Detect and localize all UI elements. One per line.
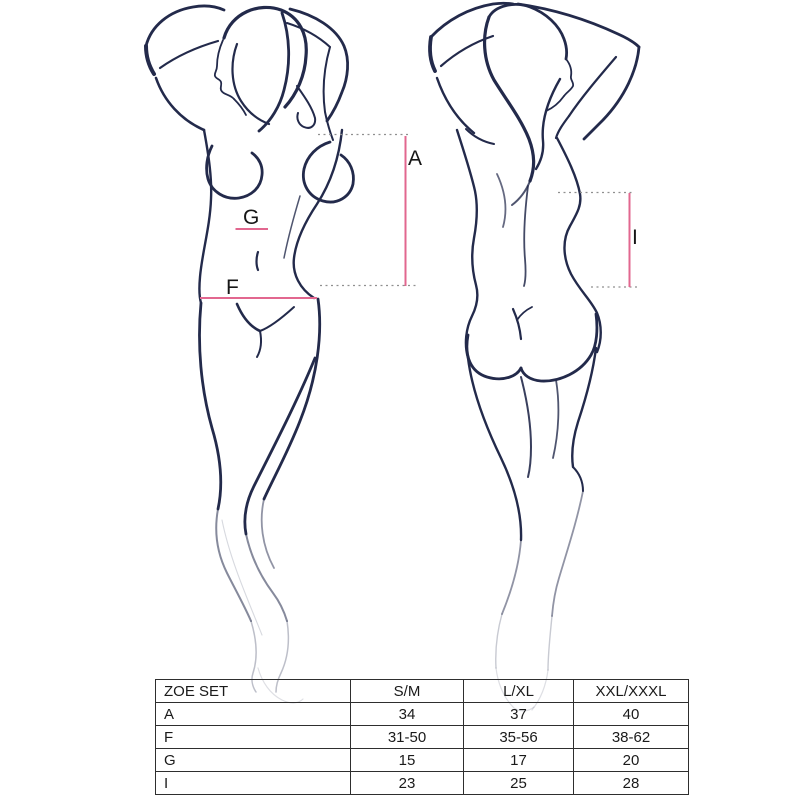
- measure-label-a: A: [408, 147, 423, 170]
- front-hair-curl: [297, 86, 315, 128]
- front-left-forearm-inner: [160, 41, 218, 68]
- back-right-knee: [573, 467, 583, 491]
- row-label-f: F: [156, 726, 351, 749]
- front-breast-right: [303, 142, 353, 202]
- back-right-leg-inner: [553, 380, 558, 458]
- front-left-elbow: [146, 46, 154, 74]
- row-label-g: G: [156, 749, 351, 772]
- front-left-upperarm-inner: [156, 78, 204, 130]
- back-face-profile: [564, 59, 573, 96]
- back-left-upperarm-inner: [437, 78, 474, 133]
- front-hair-strand: [232, 44, 269, 124]
- front-shin-right: [246, 534, 287, 621]
- back-spine: [524, 186, 528, 286]
- measure-label-f: F: [226, 276, 239, 299]
- table-title-cell: ZOE SET: [156, 680, 351, 703]
- front-groin-stem: [257, 331, 261, 357]
- back-torso-right: [557, 138, 601, 352]
- column-header-lxl: L/XL: [464, 680, 574, 703]
- back-right-foot: [548, 616, 552, 670]
- back-buttock-left: [467, 335, 521, 379]
- table-row-a: [156, 703, 689, 726]
- back-crease: [513, 309, 521, 339]
- table-row-i: [156, 772, 689, 795]
- measure-label-g: G: [243, 206, 260, 229]
- table-cell: 25: [464, 772, 574, 795]
- column-header-sm: S/M: [351, 680, 464, 703]
- front-right-calf: [262, 499, 274, 568]
- table-cell: 37: [464, 703, 574, 726]
- back-crease-branch: [517, 307, 532, 320]
- front-face-profile: [215, 40, 234, 99]
- table-cell: 17: [464, 749, 574, 772]
- table-cell: 34: [351, 703, 464, 726]
- back-buttock-right: [521, 314, 597, 381]
- front-ghost-calf: [222, 520, 262, 635]
- front-groin-left: [237, 304, 260, 331]
- front-right-forearm-inner: [287, 23, 330, 47]
- row-label-i: I: [156, 772, 351, 795]
- table-cell: 23: [351, 772, 464, 795]
- back-right-forearm-inner: [569, 57, 616, 116]
- table-cell: 20: [574, 749, 689, 772]
- back-left-elbow: [430, 37, 435, 71]
- front-groin-right: [260, 307, 294, 331]
- table-cell: 15: [351, 749, 464, 772]
- front-breast-left: [207, 146, 263, 198]
- size-table: [155, 679, 689, 795]
- table-cell: 35-56: [464, 726, 574, 749]
- back-left-leg-inner: [521, 377, 531, 477]
- back-hair-left: [485, 17, 534, 181]
- front-right-leg-outer: [264, 299, 320, 499]
- back-left-foot: [496, 614, 502, 668]
- table-cell: 31-50: [351, 726, 464, 749]
- row-label-a: A: [156, 703, 351, 726]
- front-left-arm-outer: [146, 6, 224, 46]
- front-left-leg-outer: [199, 303, 220, 509]
- table-cell: 28: [574, 772, 689, 795]
- front-rib-line: [284, 196, 300, 258]
- size-table-header-row: [156, 680, 689, 703]
- front-torso-right: [294, 130, 342, 298]
- table-row-g: [156, 749, 689, 772]
- back-shoulder-blade: [497, 174, 505, 227]
- front-navel: [257, 252, 259, 270]
- front-right-upperarm-inner: [324, 47, 333, 140]
- front-hair-strand-2: [259, 13, 289, 131]
- female-silhouette-front: [146, 6, 353, 703]
- back-hair-right: [536, 79, 560, 169]
- back-left-calf: [502, 540, 521, 614]
- back-torso-left: [457, 130, 477, 358]
- front-thigh-cross: [245, 358, 315, 534]
- table-cell: 40: [574, 703, 689, 726]
- measure-label-i: I: [632, 226, 638, 249]
- column-header-xxl: XXL/XXXL: [574, 680, 689, 703]
- back-right-shin: [552, 491, 583, 616]
- back-right-shoulder: [556, 116, 569, 138]
- back-left-leg-outer: [468, 358, 521, 540]
- female-silhouette-back: [430, 3, 639, 711]
- table-row-f: [156, 726, 689, 749]
- table-cell: 38-62: [574, 726, 689, 749]
